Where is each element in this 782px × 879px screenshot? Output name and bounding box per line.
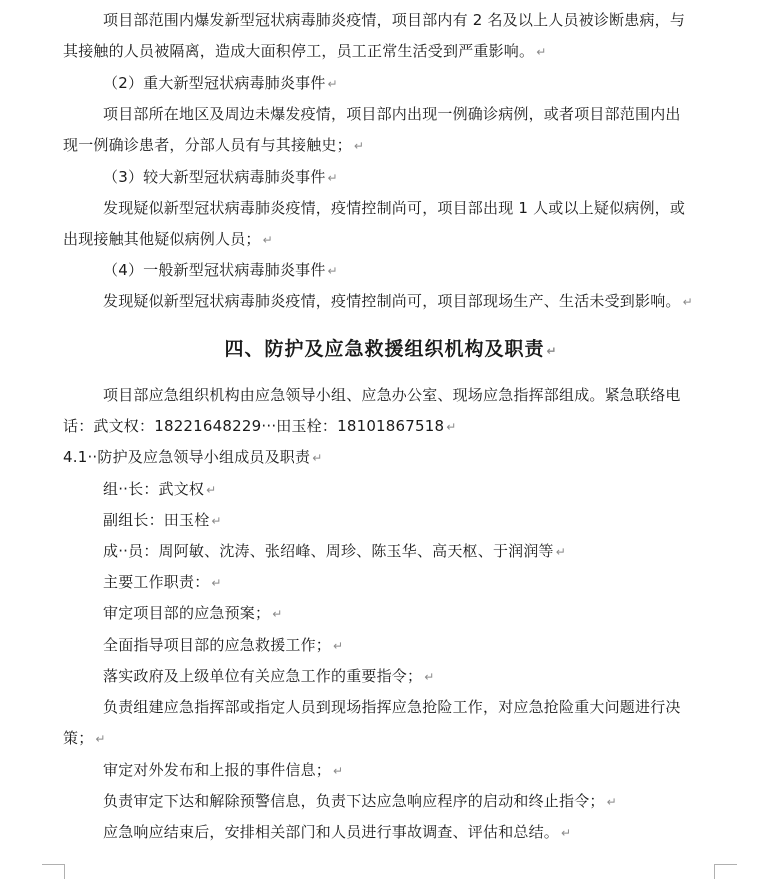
paragraph-mark: ↵ xyxy=(555,545,567,559)
paragraph-line: 项目部范围内爆发新型冠状病毒肺炎疫情，项目部内有 2 名及以上人员被诊断患病，与 xyxy=(103,11,686,29)
list-item: 成··员：周阿敏、沈涛、张绍峰、周珍、陈玉华、高天枢、于润润等 ↵ xyxy=(103,542,567,560)
paragraph-mark: ↵ xyxy=(333,639,344,653)
paragraph-mark: ↵ xyxy=(327,171,338,185)
paragraph-mark: ↵ xyxy=(682,295,693,309)
paragraph-line: 发现疑似新型冠状病毒肺炎疫情，疫情控制尚可，项目部出现 1 人或以上疑似病例，或 xyxy=(103,199,686,217)
paragraph-mark: ↵ xyxy=(312,451,323,465)
section-subheading: （3）较大新型冠状病毒肺炎事件 ↵ xyxy=(103,168,338,186)
paragraph-line: 出现接触其他疑似病例人员； ↵ xyxy=(63,230,273,248)
section-heading: 4.1··防护及应急领导小组成员及职责 ↵ xyxy=(63,448,323,466)
contact-line: 话：武文权：18221648229···田玉栓：18101867518 ↵ xyxy=(63,417,457,435)
paragraph-mark: ↵ xyxy=(353,139,365,153)
paragraph-line: 其接触的人员被隔离，造成大面积停工，员工正常生活受到严重影响。 ↵ xyxy=(63,42,547,60)
paragraph-mark: ↵ xyxy=(424,670,435,684)
paragraph-mark: ↵ xyxy=(211,576,222,590)
paragraph-mark: ↵ xyxy=(327,77,338,91)
section-subheading: （4）一般新型冠状病毒肺炎事件 ↵ xyxy=(103,261,338,279)
paragraph-mark: ↵ xyxy=(206,483,217,497)
paragraph-mark: ↵ xyxy=(95,732,106,746)
paragraph-mark: ↵ xyxy=(546,344,558,358)
paragraph-mark: ↵ xyxy=(446,420,457,434)
page-corner-marker-left xyxy=(42,864,65,879)
list-item: 负责审定下达和解除预警信息，负责下达应急响应程序的启动和终止指令； ↵ xyxy=(103,792,617,810)
list-item: 审定项目部的应急预案； ↵ xyxy=(103,604,283,622)
list-item: 落实政府及上级单位有关应急工作的重要指令； ↵ xyxy=(103,667,435,685)
list-item: 全面指导项目部的应急救援工作； ↵ xyxy=(103,636,344,654)
list-item: 应急响应结束后，安排相关部门和人员进行事故调查、评估和总结。 ↵ xyxy=(103,823,572,841)
list-item: 负责组建应急指挥部或指定人员到现场指挥应急抢险工作，对应急抢险重大问题进行决 xyxy=(103,698,681,716)
paragraph-mark: ↵ xyxy=(561,826,572,840)
paragraph-mark: ↵ xyxy=(536,45,547,59)
page-corner-marker-right xyxy=(714,864,737,879)
paragraph-line: 项目部应急组织机构由应急领导小组、应急办公室、现场应急指挥部组成。紧急联络电 xyxy=(103,386,681,404)
list-item: 主要工作职责： ↵ xyxy=(103,573,222,591)
paragraph-mark: ↵ xyxy=(327,264,338,278)
list-item: 副组长：田玉栓 ↵ xyxy=(103,511,222,529)
paragraph-mark: ↵ xyxy=(262,233,273,247)
paragraph-mark: ↵ xyxy=(272,607,283,621)
paragraph-mark: ↵ xyxy=(606,795,617,809)
section-subheading: （2）重大新型冠状病毒肺炎事件 ↵ xyxy=(103,74,338,92)
list-item: 组··长：武文权 ↵ xyxy=(103,480,217,498)
paragraph-line: 发现疑似新型冠状病毒肺炎疫情，疫情控制尚可，项目部现场生产、生活未受到影响。 ↵ xyxy=(103,292,693,310)
paragraph-mark: ↵ xyxy=(211,514,222,528)
paragraph-line: 策； ↵ xyxy=(63,729,106,747)
paragraph-mark: ↵ xyxy=(333,764,344,778)
list-item: 审定对外发布和上报的事件信息； ↵ xyxy=(103,761,344,779)
paragraph-line: 现一例确诊患者，分部人员有与其接触史； ↵ xyxy=(63,136,365,154)
chapter-heading: 四、防护及应急救援组织机构及职责 ↵ xyxy=(224,338,558,360)
paragraph-line: 项目部所在地区及周边未爆发疫情，项目部内出现一例确诊病例，或者项目部范围内出 xyxy=(103,105,681,123)
